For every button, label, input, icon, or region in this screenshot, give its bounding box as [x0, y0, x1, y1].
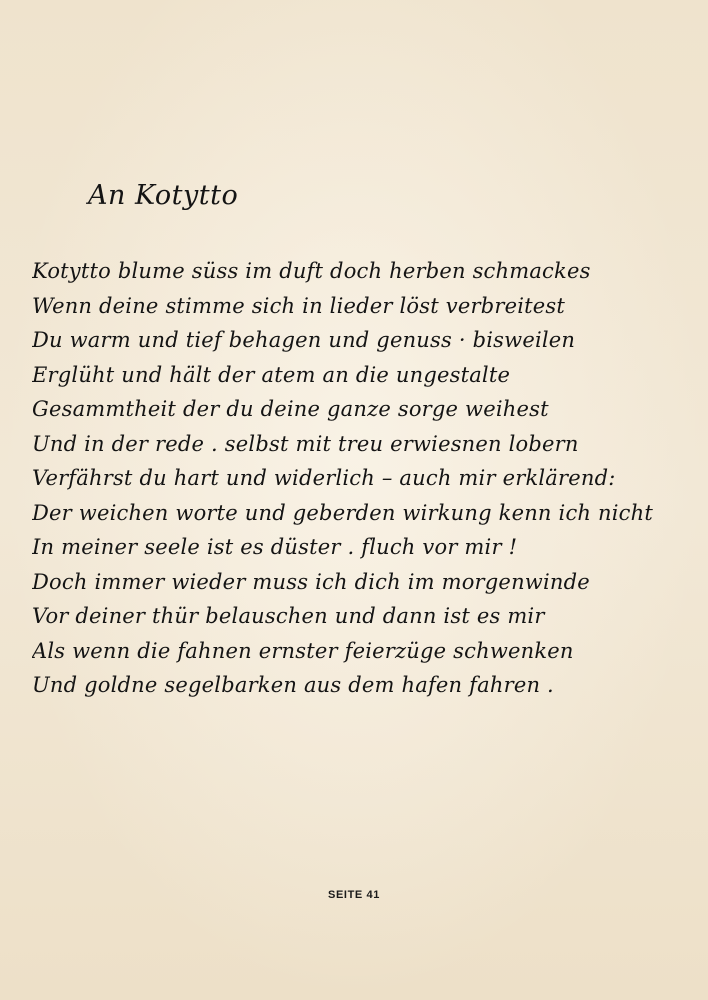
- poem-line: Doch immer wieder muss ich dich im morgenwinde: [32, 569, 590, 594]
- poem-line: Und in der rede . selbst mit treu erwiesnen lobern: [32, 431, 579, 456]
- poem-line: Verfährst du hart und widerlich – auch mir erklärend:: [32, 466, 616, 490]
- poem-body: [32, 254, 682, 703]
- poem-line: Kotytto blume süss im duft doch herben schmackes: [32, 259, 591, 283]
- poem-line: Und goldne segelbarken aus dem hafen fahren .: [32, 673, 554, 697]
- poem-line: In meiner seele ist es düster . fluch vor mir !: [32, 535, 518, 559]
- page-number: SEITE 41: [328, 889, 380, 901]
- poem-line: Du warm und tief behagen und genuss · bisweilen: [32, 328, 576, 352]
- poem-line: Als wenn die fahnen ernster feierzüge schwenken: [32, 638, 574, 663]
- poem-line: Wenn deine stimme sich in lieder löst verbreitest: [32, 293, 566, 318]
- poem-line: Vor deiner thür belauschen und dann ist es mir: [32, 604, 545, 628]
- poem-line: Der weichen worte und geberden wirkung kenn ich nicht: [32, 500, 653, 525]
- poem-title: An Kotytto: [88, 180, 239, 211]
- poem-line: Gesammtheit der du deine ganze sorge weihest: [32, 397, 549, 421]
- poem-line: Erglüht und hält der atem an die ungestalte: [32, 362, 511, 387]
